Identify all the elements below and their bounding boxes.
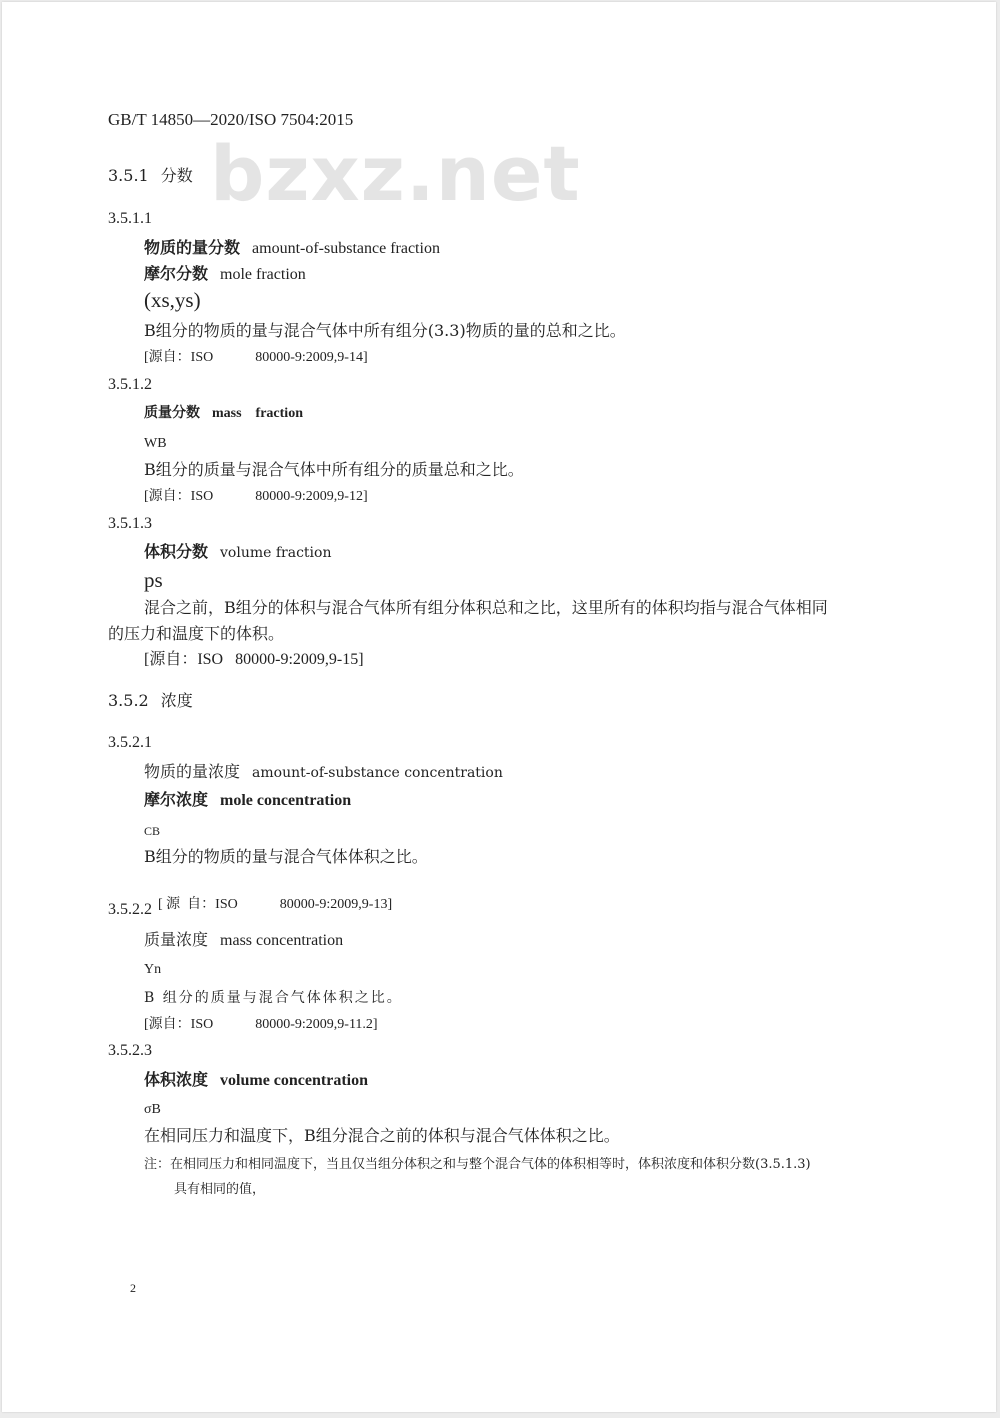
alt-term-zh: 摩尔浓度	[144, 790, 209, 809]
term-en: mass fraction	[212, 406, 303, 421]
term-en: volume concentration	[220, 1072, 368, 1089]
term-definition: B组分的物质的量与混合气体体积之比。	[144, 847, 428, 866]
term-symbol: CB	[144, 824, 161, 838]
term-source: [源自：ISO 80000-9:2009,9-11.2]	[144, 1017, 378, 1032]
note-line-2: 具有相同的值，	[174, 1182, 266, 1197]
section-number: 3.5.2	[108, 691, 149, 710]
term-line	[144, 762, 503, 783]
term-line	[144, 1070, 368, 1091]
term-symbol: Yn	[144, 962, 162, 977]
term-number: 3.5.1.1	[108, 210, 152, 227]
term-line	[144, 930, 343, 951]
page-number: 2	[130, 1281, 136, 1295]
alt-term-zh: 摩尔分数	[144, 264, 209, 283]
term-line	[144, 542, 331, 563]
term-definition-line-2: 的压力和温度下的体积。	[108, 624, 285, 643]
term-source: [源自：ISO 80000-9:2009,9-12]	[144, 489, 368, 504]
alt-term-en: mole fraction	[220, 266, 306, 283]
term-number: 3.5.1.2	[108, 376, 152, 393]
term-zh: 质量浓度	[144, 930, 209, 949]
section-heading	[108, 691, 193, 711]
term-source: [ 源 自：ISO 80000-9:2009,9-13]	[158, 897, 393, 912]
term-source: [源自：ISO 80000-9:2009,9-15]	[144, 651, 364, 668]
term-zh: 质量分数	[144, 405, 200, 421]
term-en: amount-of-substance fraction	[252, 240, 440, 257]
section-title: 分数	[160, 166, 193, 185]
term-zh: 物质的量浓度	[144, 762, 241, 781]
document-page	[2, 2, 996, 1412]
term-source: [源自：ISO 80000-9:2009,9-14]	[144, 350, 368, 365]
term-zh: 体积浓度	[144, 1070, 209, 1089]
term-line	[144, 238, 440, 259]
section-number: 3.5.1	[108, 166, 149, 185]
standard-code-header: GB/T 14850—2020/ISO 7504:2015	[108, 110, 354, 129]
term-zh: 体积分数	[144, 542, 209, 561]
term-definition: B组分的物质的量与混合气体中所有组分(3.3)物质的量的总和之比。	[144, 321, 626, 340]
term-symbol: WB	[144, 436, 167, 451]
term-number: 3.5.2.2	[108, 901, 152, 918]
term-zh: 物质的量分数	[144, 238, 241, 257]
alt-term-line	[144, 790, 351, 811]
watermark: bzxz.net	[210, 129, 581, 218]
section-heading	[108, 166, 193, 186]
term-number: 3.5.2.1	[108, 734, 152, 751]
term-number: 3.5.1.3	[108, 515, 152, 532]
term-en: volume fraction	[220, 545, 332, 561]
term-definition-line-1: 混合之前，B组分的体积与混合气体所有组分体积总和之比，这里所有的体积均指与混合气体相同	[144, 598, 828, 617]
alt-term-line	[144, 264, 306, 285]
term-symbol: ps	[144, 568, 163, 592]
term-definition: B组分的质量与混合气体中所有组分的质量总和之比。	[144, 460, 524, 479]
section-title: 浓度	[160, 691, 193, 710]
term-symbol: σB	[144, 1102, 161, 1117]
term-number: 3.5.2.3	[108, 1042, 152, 1059]
term-en: amount-of-substance concentration	[252, 765, 503, 781]
term-definition: B 组分的质量与混合气体体积之比。	[144, 990, 403, 1006]
alt-term-en: mole concentration	[220, 792, 352, 809]
term-symbol: (xs,ys)	[144, 288, 201, 312]
term-en: mass concentration	[220, 932, 344, 949]
note-line-1: 注：在相同压力和相同温度下，当且仅当组分体积之和与整个混合气体的体积相等时，体积浓度和体积分数(3.5.1.3)	[144, 1157, 811, 1172]
term-definition: 在相同压力和温度下，B组分混合之前的体积与混合气体体积之比。	[144, 1126, 620, 1145]
term-line	[144, 403, 303, 424]
